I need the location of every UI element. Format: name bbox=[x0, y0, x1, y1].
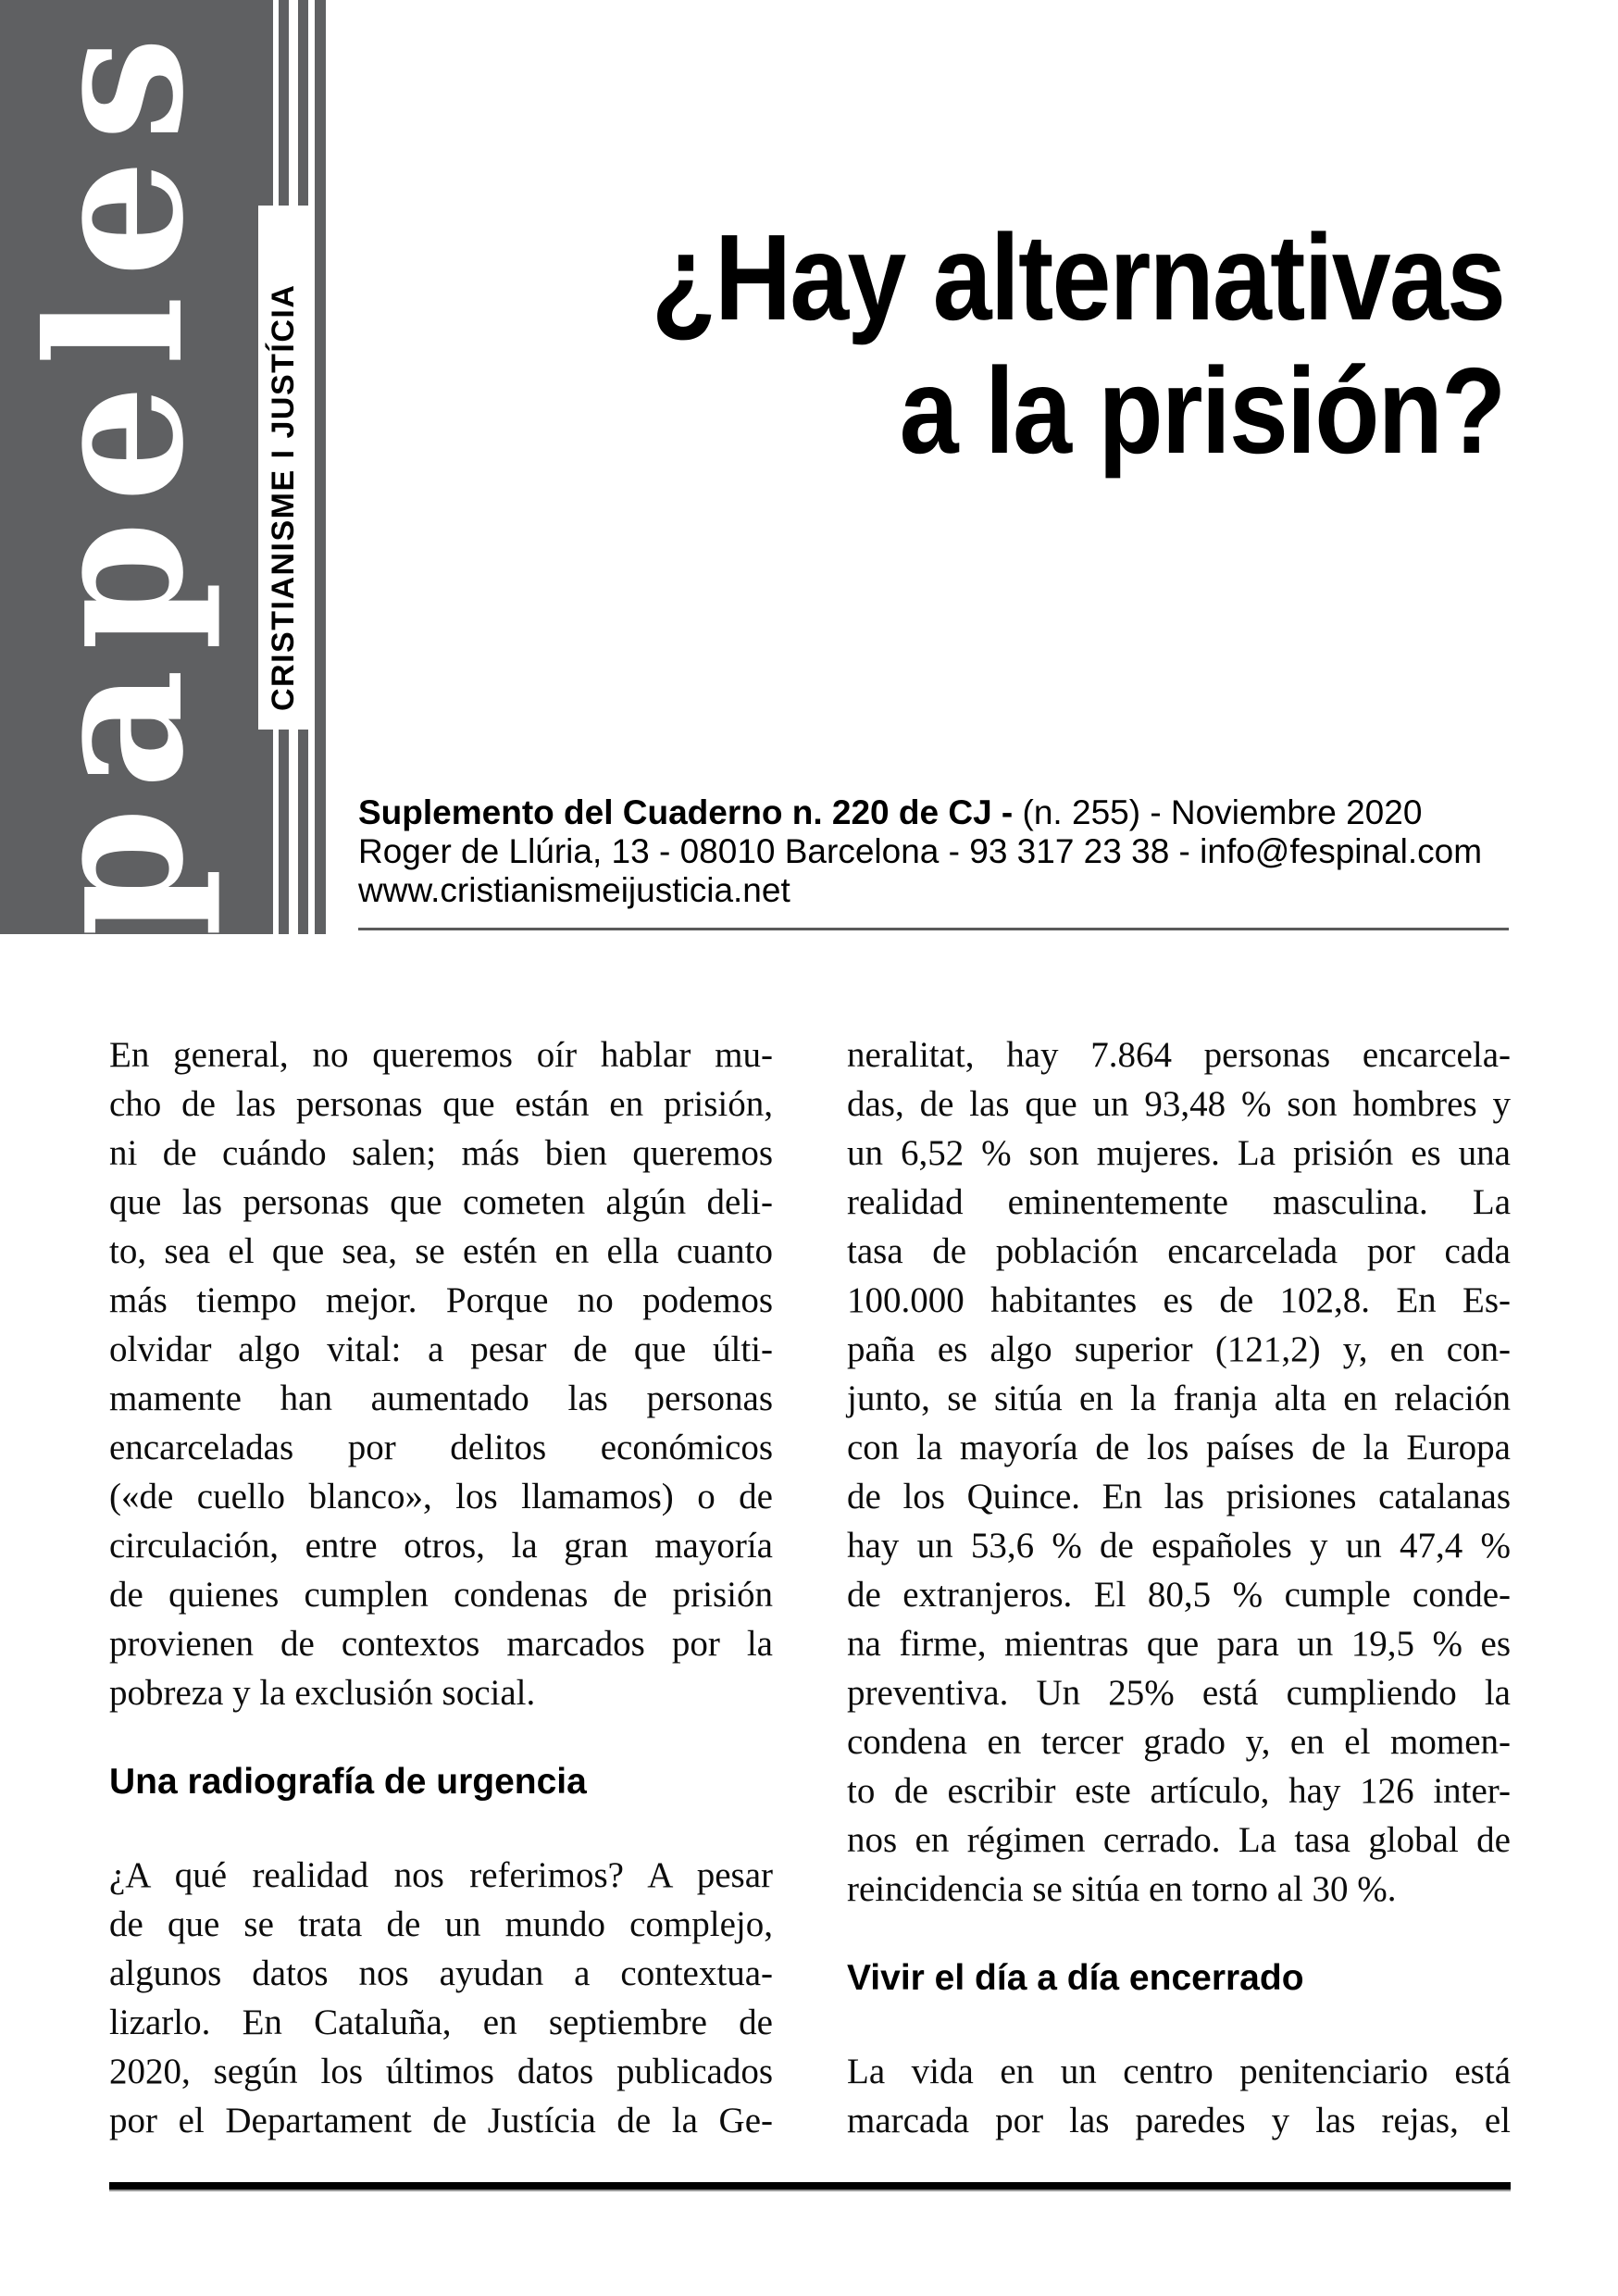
organization-vertical-text: CRISTIANISME I JUSTÍCIA bbox=[266, 283, 301, 711]
footer-rule bbox=[109, 2182, 1511, 2191]
text-line: de que se trata de un mundo complejo, bbox=[109, 1904, 773, 1944]
text-line: más tiempo mejor. Porque no podemos bbox=[109, 1280, 773, 1320]
text-line: condena en tercer grado y, en el momen- bbox=[847, 1722, 1511, 1762]
text-line: circulación, entre otros, la gran mayoría bbox=[109, 1526, 773, 1566]
text-line: das, de las que un 93,48 % son hombres y bbox=[847, 1084, 1511, 1124]
text-line: que las personas que cometen algún deli- bbox=[109, 1182, 773, 1222]
publication-website: www.cristianismeijusticia.net bbox=[358, 871, 790, 909]
text-line: 100.000 habitantes es de 102,8. En Es- bbox=[847, 1280, 1511, 1320]
page-title bbox=[370, 211, 1504, 478]
text-line: tasa de población encarcelada por cada bbox=[847, 1231, 1511, 1271]
text-line: de quienes cumplen condenas de prisión bbox=[109, 1575, 773, 1615]
header-divider-rule bbox=[358, 928, 1509, 930]
text-line: ni de cuándo salen; más bien queremos bbox=[109, 1133, 773, 1173]
text-line: de extranjeros. El 80,5 % cumple conde- bbox=[847, 1575, 1511, 1615]
page-title-line1: ¿Hay alternativas bbox=[651, 209, 1504, 345]
text-line: olvidar algo vital: a pesar de que últi- bbox=[109, 1329, 773, 1369]
brand-papeles-vertical-text: papeles bbox=[7, 18, 225, 937]
left-column-paragraph-1 bbox=[109, 1030, 773, 1717]
text-line: junto, se sitúa en la franja alta en relación bbox=[847, 1379, 1511, 1418]
text-line: to de escribir este artículo, hay 126 inter- bbox=[847, 1771, 1511, 1811]
right-column-paragraph-2 bbox=[847, 2047, 1511, 2145]
right-column-paragraph-1 bbox=[847, 1030, 1511, 1914]
publication-info bbox=[358, 793, 1509, 910]
text-line: pobreza y la exclusión social. bbox=[109, 1673, 536, 1713]
text-line: La vida en un centro penitenciario está bbox=[847, 2052, 1511, 2091]
text-line: paña es algo superior (121,2) y, en con- bbox=[847, 1329, 1511, 1369]
text-line: to, sea el que sea, se estén en ella cuanto bbox=[109, 1231, 773, 1271]
masthead-stripe-3 bbox=[315, 0, 326, 934]
text-line: realidad eminentemente masculina. La bbox=[847, 1182, 1511, 1222]
text-line: marcada por las paredes y las rejas, el bbox=[847, 2101, 1511, 2140]
text-line: provienen de contextos marcados por la bbox=[109, 1624, 773, 1664]
text-line: («de cuello blanco», los llamamos) o de bbox=[109, 1477, 773, 1516]
text-line: de los Quince. En las prisiones catalanas bbox=[847, 1477, 1511, 1516]
publication-address-line: Roger de Llúria, 13 - 08010 Barcelona - 93 317 23 38 - info@fespinal.com bbox=[358, 832, 1483, 870]
text-line: cho de las personas que están en prisión, bbox=[109, 1084, 773, 1124]
section-heading-vivir: Vivir el día a día encerrado bbox=[847, 1958, 1304, 1998]
text-line: un 6,52 % son mujeres. La prisión es una bbox=[847, 1133, 1511, 1173]
text-line: encarceladas por delitos económicos bbox=[109, 1428, 773, 1467]
publication-supplement-label: Suplemento del Cuaderno n. 220 de CJ - bbox=[358, 793, 1014, 831]
text-line: reincidencia se sitúa en torno al 30 %. bbox=[847, 1869, 1397, 1909]
text-line: En general, no queremos oír hablar mu- bbox=[109, 1035, 773, 1075]
section-heading-radiografia: Una radiografía de urgencia bbox=[109, 1762, 587, 1802]
text-line: por el Departament de Justícia de la Ge- bbox=[109, 2101, 773, 2140]
page-title-line2: a la prisión? bbox=[899, 343, 1504, 479]
left-column-paragraph-2 bbox=[109, 1851, 773, 2145]
text-line: na firme, mientras que para un 19,5 % es bbox=[847, 1624, 1511, 1664]
text-line: ¿A qué realidad nos referimos? A pesar bbox=[109, 1855, 773, 1895]
text-line: mamente han aumentado las personas bbox=[109, 1379, 773, 1418]
text-line: preventiva. Un 25% está cumpliendo la bbox=[847, 1673, 1511, 1713]
text-line: nos en régimen cerrado. La tasa global de bbox=[847, 1820, 1511, 1860]
text-line: neralitat, hay 7.864 personas encarcela- bbox=[847, 1035, 1511, 1075]
publication-info-line1 bbox=[358, 793, 1509, 832]
text-line: lizarlo. En Cataluña, en septiembre de bbox=[109, 2003, 773, 2042]
publication-issue-date: (n. 255) - Noviembre 2020 bbox=[1013, 793, 1423, 831]
text-line: hay un 53,6 % de españoles y un 47,4 % bbox=[847, 1526, 1511, 1566]
text-line: con la mayoría de los países de la Europa bbox=[847, 1428, 1511, 1467]
text-line: 2020, según los últimos datos publicados bbox=[109, 2052, 773, 2091]
text-line: algunos datos nos ayudan a contextua- bbox=[109, 1953, 773, 1993]
